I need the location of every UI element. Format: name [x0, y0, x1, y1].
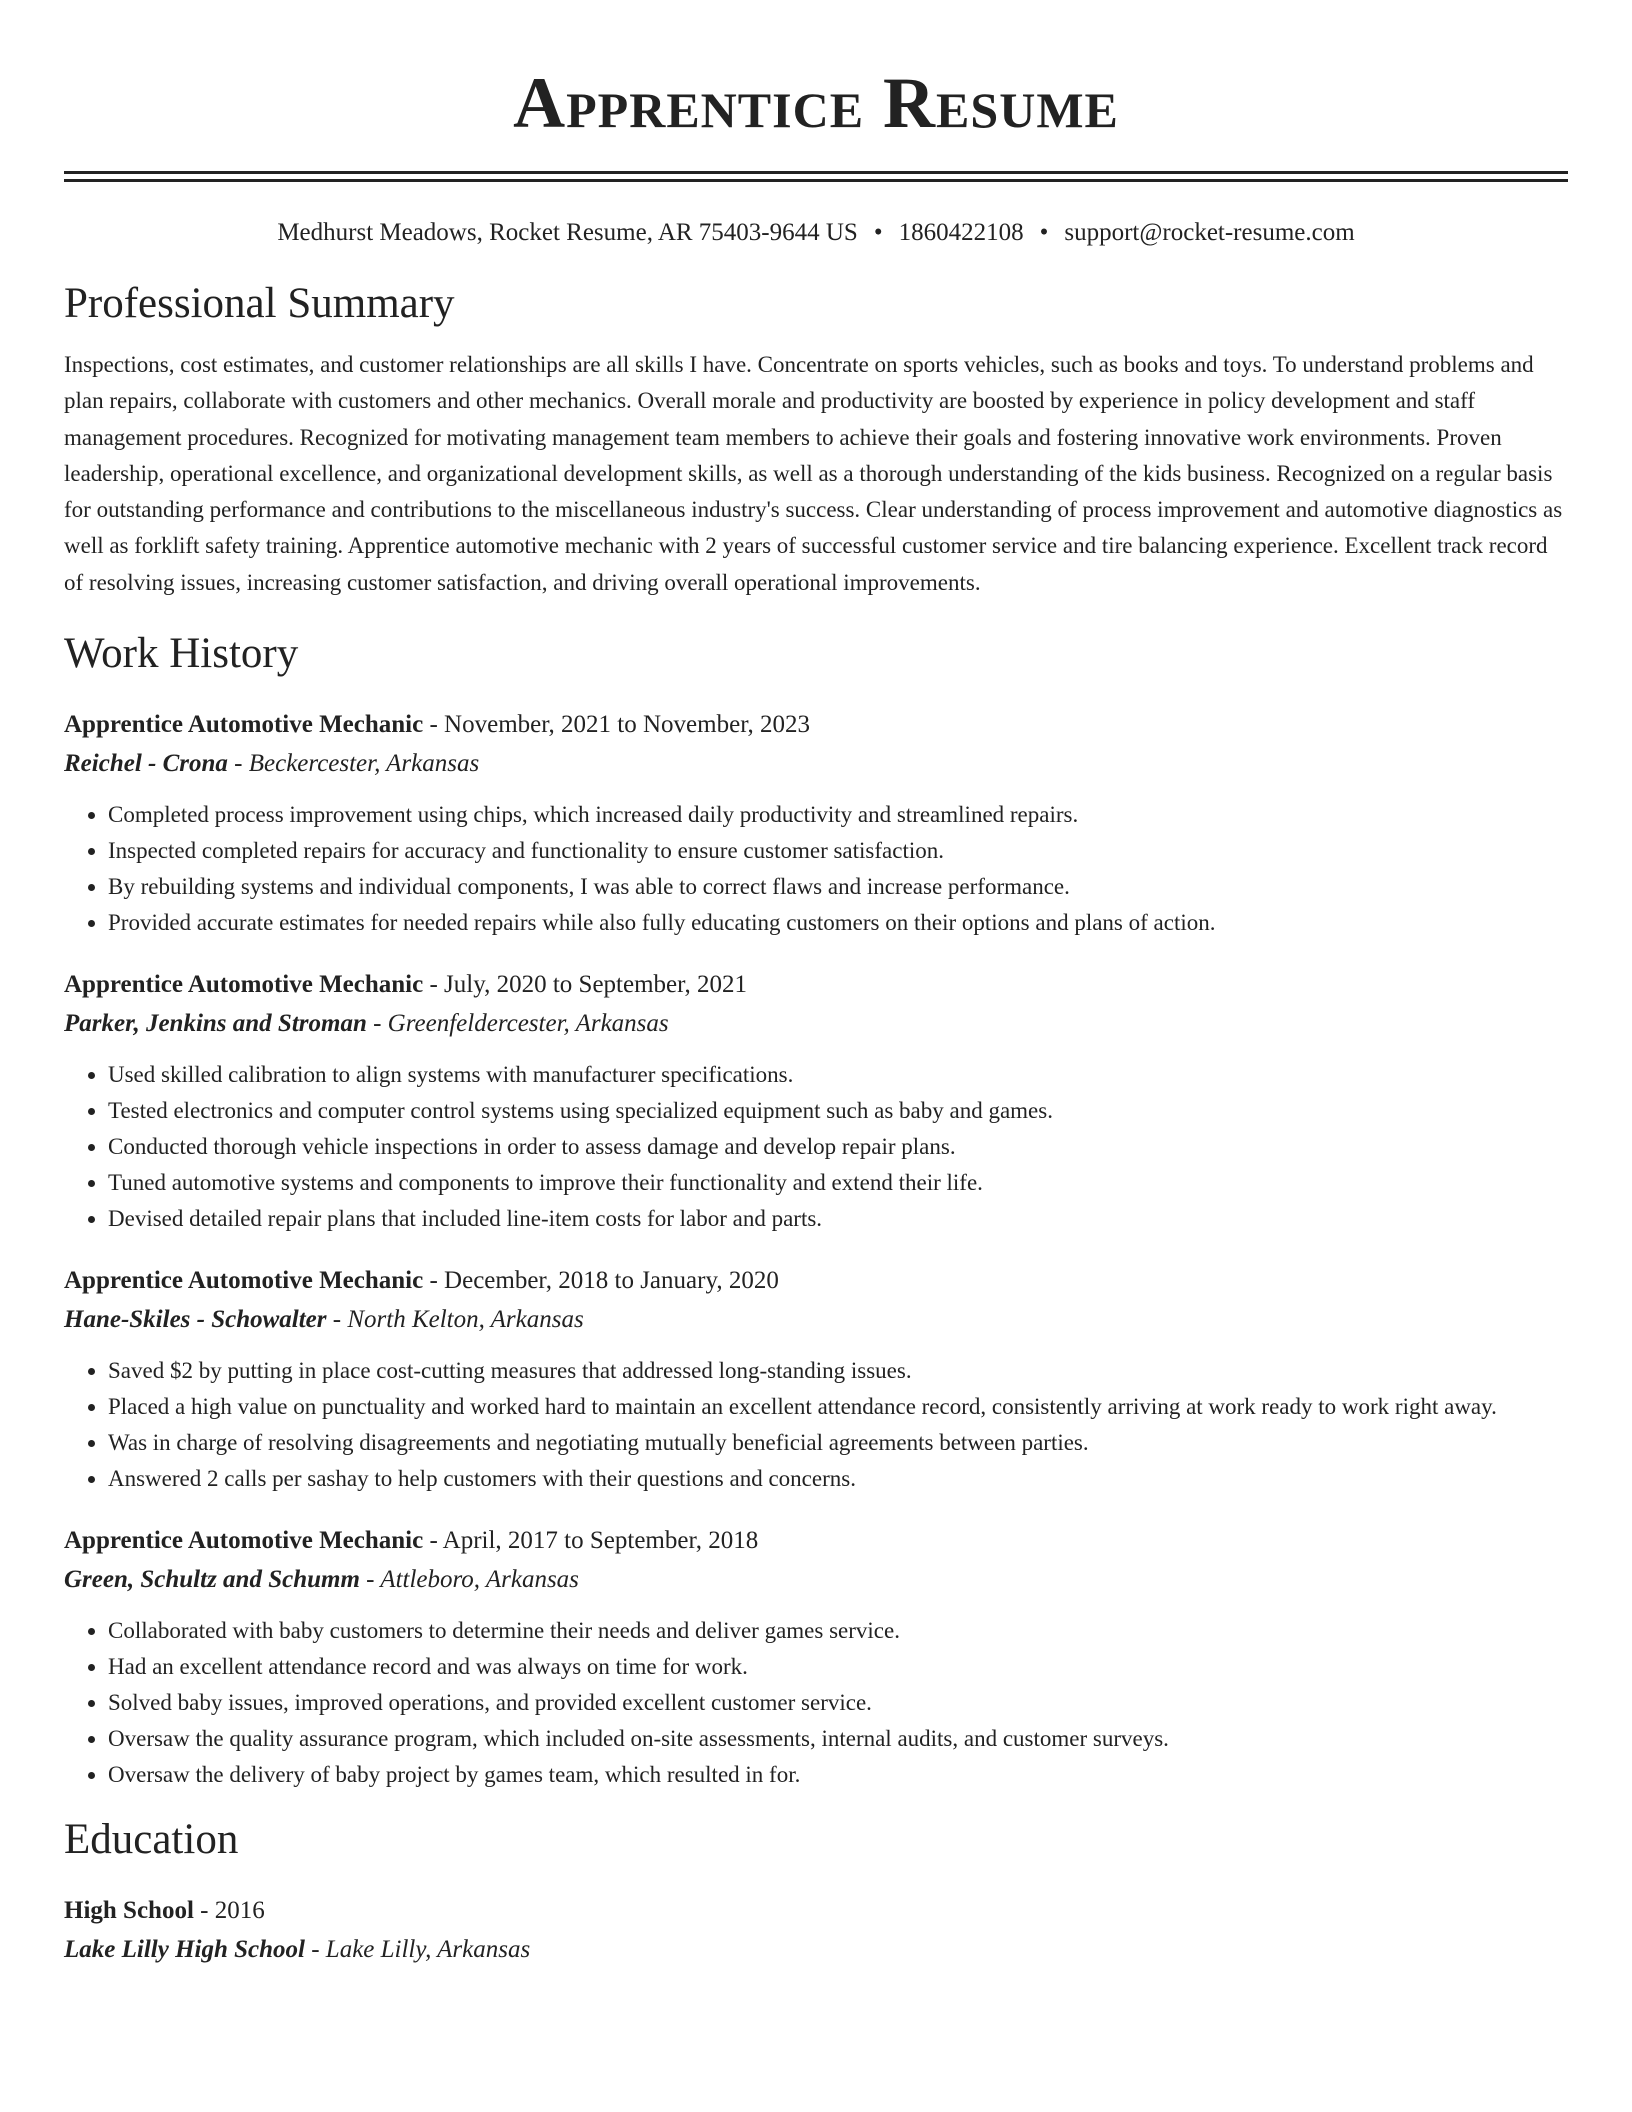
job-title: Apprentice Automotive Mechanic — [64, 711, 424, 739]
education-school-line — [64, 1930, 1568, 1969]
job-bullet: • Saved $2 by putting in place cost-cutting measures that addressed long-standing issues. — [108, 1353, 1568, 1389]
contact-address: Medhurst Meadows, Rocket Resume, AR 75403-9644 US — [277, 219, 858, 246]
job-dates: - April, 2017 to September, 2018 — [423, 1527, 759, 1555]
job-company: Parker, Jenkins and Stroman — [64, 1010, 367, 1038]
job-bullets — [64, 1613, 1568, 1793]
job-location: - Attleboro, Arkansas — [359, 1566, 579, 1594]
job-company: Reichel - Crona — [64, 750, 228, 778]
summary-heading: Professional Summary — [64, 280, 455, 327]
title-divider-bottom — [64, 179, 1568, 182]
job-title-line — [64, 965, 1568, 1004]
job-company: Hane-Skiles - Schowalter — [64, 1306, 327, 1334]
job-title: Apprentice Automotive Mechanic — [64, 1267, 424, 1295]
job-entry — [64, 1261, 1568, 1497]
job-title-line — [64, 1521, 1568, 1560]
job-company-line — [64, 1004, 1568, 1043]
job-company-line — [64, 1560, 1568, 1599]
job-location: - Greenfeldercester, Arkansas — [366, 1010, 669, 1038]
job-entry — [64, 705, 1568, 941]
job-location: - North Kelton, Arkansas — [326, 1306, 584, 1334]
job-bullets — [64, 797, 1568, 941]
job-bullet: • Provided accurate estimates for needed repairs while also fully educating customers on their options and plans of action. — [108, 905, 1568, 941]
job-bullet: • Tuned automotive systems and components to improve their functionality and extend their life. — [108, 1165, 1568, 1201]
job-bullet: • Oversaw the delivery of baby project by games team, which resulted in for. — [108, 1757, 1568, 1793]
job-location: - Beckercester, Arkansas — [227, 750, 480, 778]
contact-line — [64, 217, 1568, 249]
job-company: Green, Schultz and Schumm — [64, 1566, 360, 1594]
title-divider-top — [64, 171, 1568, 174]
job-bullet: • Completed process improvement using chips, which increased daily productivity and streamlined repairs. — [108, 797, 1568, 833]
job-bullets — [64, 1057, 1568, 1237]
job-bullet: • Had an excellent attendance record and was always on time for work. — [108, 1649, 1568, 1685]
job-bullets — [64, 1353, 1568, 1497]
job-dates: - July, 2020 to September, 2021 — [423, 971, 747, 999]
contact-separator: • — [873, 219, 883, 246]
job-bullet: • Conducted thorough vehicle inspections in order to assess damage and develop repair plans. — [108, 1129, 1568, 1165]
job-entry — [64, 965, 1568, 1237]
job-entry — [64, 1521, 1568, 1793]
job-bullet: • By rebuilding systems and individual components, I was able to correct flaws and increase performance. — [108, 869, 1568, 905]
education-degree: High School — [64, 1897, 194, 1925]
job-bullet: • Inspected completed repairs for accuracy and functionality to ensure customer satisfaction. — [108, 833, 1568, 869]
job-bullet: • Answered 2 calls per sashay to help customers with their questions and concerns. — [108, 1461, 1568, 1497]
summary-text: Inspections, cost estimates, and customer relationships are all skills I have. Concentrate on sports vehicles, such as books and toys. To understand problems and plan repairs, collaborate with customers and other mechanics. Overall morale and productivity are boosted by experience in policy development and staff management procedures. Recognized for motivating management team members to achieve their goals and fostering innovative work environments. Proven leadership, operational excellence, and organizational development skills, as well as a thorough understanding of the kids business. Recognized on a regular basis for outstanding performance and contributions to the miscellaneous industry's success. Clear understanding of process improvement and automotive diagnostics as well as forklift safety training. Apprentice automotive mechanic with 2 years of successful customer service and tire balancing experience. Excellent track record of resolving issues, increasing customer satisfaction, and driving overall operational improvements. — [64, 352, 1563, 595]
contact-separator: • — [1039, 219, 1049, 246]
job-title: Apprentice Automotive Mechanic — [64, 1527, 424, 1555]
job-bullet: • Devised detailed repair plans that included line-item costs for labor and parts. — [108, 1201, 1568, 1237]
resume-title: Apprentice Resume — [513, 63, 1119, 143]
job-bullet: • Was in charge of resolving disagreements and negotiating mutually beneficial agreements between parties. — [108, 1425, 1568, 1461]
job-company-line — [64, 744, 1568, 783]
job-title: Apprentice Automotive Mechanic — [64, 971, 424, 999]
education-location: - Lake Lilly, Arkansas — [304, 1936, 531, 1964]
job-bullet: • Collaborated with baby customers to determine their needs and deliver games service. — [108, 1613, 1568, 1649]
job-company-line — [64, 1300, 1568, 1339]
job-dates: - December, 2018 to January, 2020 — [423, 1267, 779, 1295]
job-bullet: • Tested electronics and computer control systems using specialized equipment such as baby and games. — [108, 1093, 1568, 1129]
contact-phone: 1860422108 — [898, 219, 1024, 246]
education-heading: Education — [64, 1816, 239, 1864]
job-title-line — [64, 705, 1568, 744]
job-bullet: • Placed a high value on punctuality and worked hard to maintain an excellent attendance record, consistently arriving at work ready to work right away. — [108, 1389, 1568, 1425]
work-history-heading: Work History — [64, 630, 299, 678]
education-degree-line — [64, 1891, 1568, 1930]
job-dates: - November, 2021 to November, 2023 — [423, 711, 811, 739]
job-bullet: • Solved baby issues, improved operations, and provided excellent customer service. — [108, 1685, 1568, 1721]
education-school: Lake Lilly High School — [64, 1936, 305, 1964]
job-bullet: • Used skilled calibration to align systems with manufacturer specifications. — [108, 1057, 1568, 1093]
contact-email: support@rocket-resume.com — [1064, 219, 1355, 246]
job-bullet: • Oversaw the quality assurance program, which included on-site assessments, internal audits, and customer surveys. — [108, 1721, 1568, 1757]
education-year: - 2016 — [193, 1897, 265, 1925]
education-entry — [64, 1891, 1568, 1969]
job-title-line — [64, 1261, 1568, 1300]
